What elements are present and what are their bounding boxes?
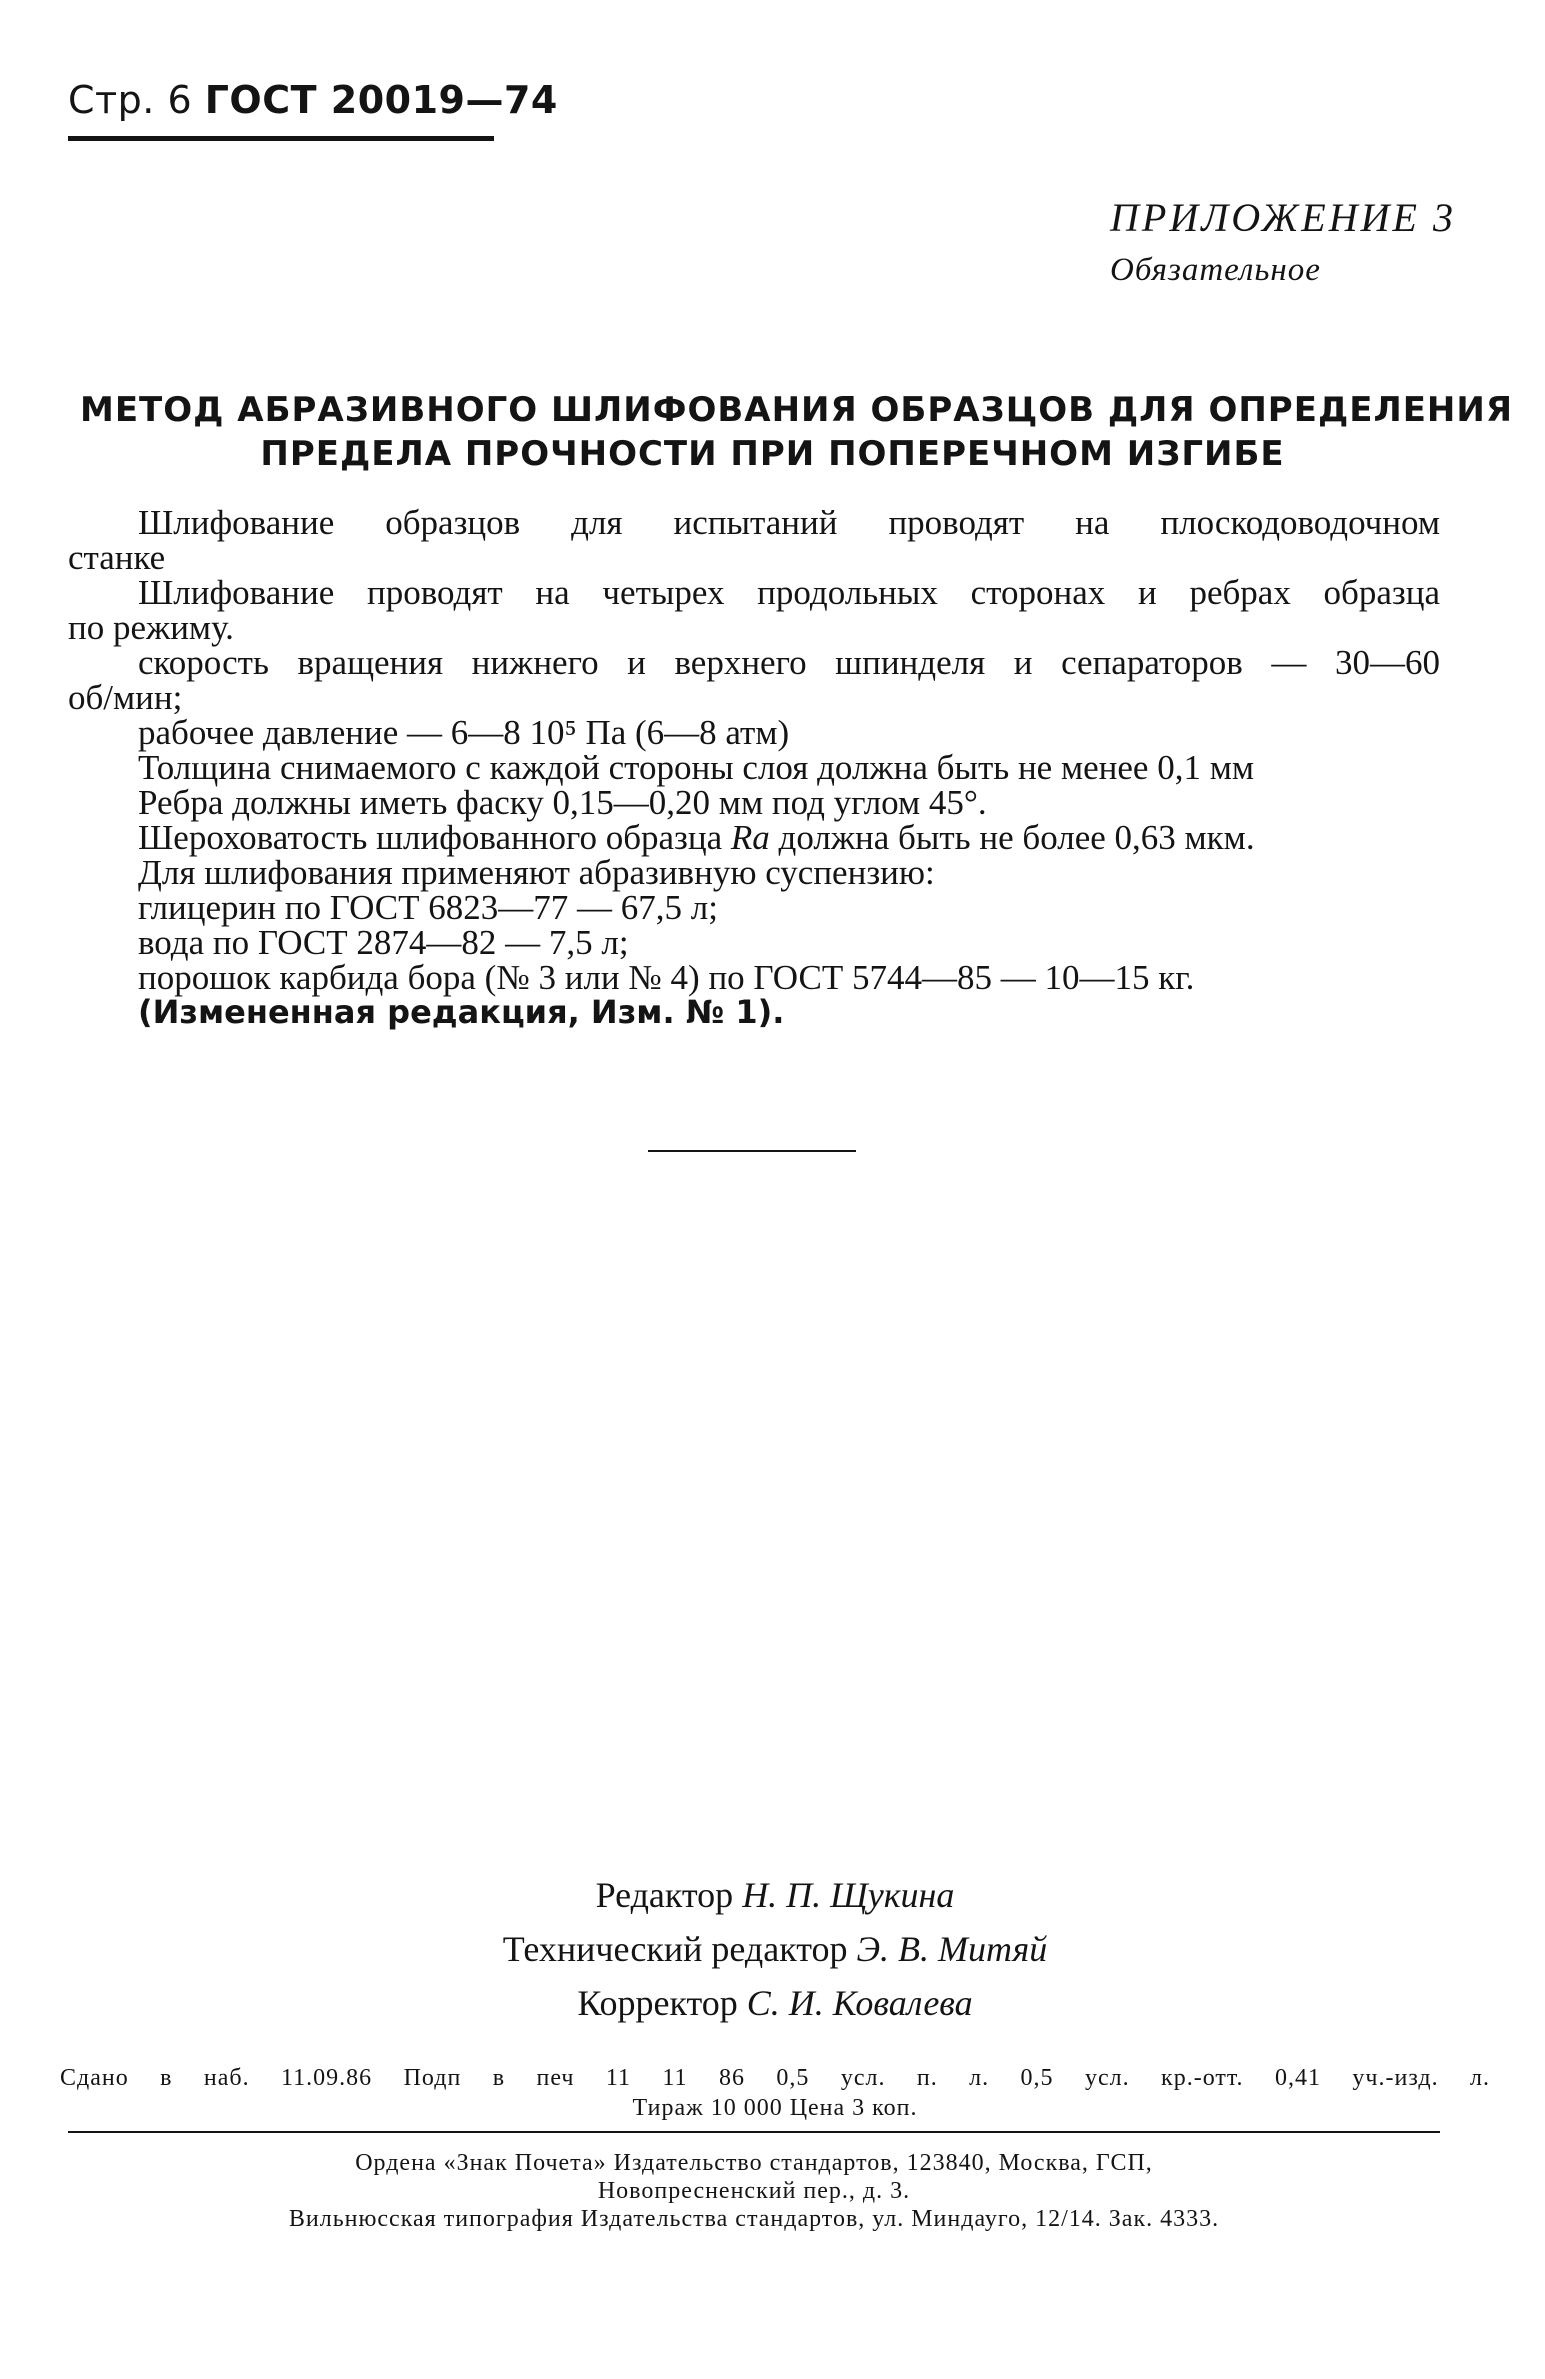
paragraph-tail: станке xyxy=(68,538,166,577)
appendix-label: ПРИЛОЖЕНИЕ 3 xyxy=(1110,195,1456,240)
header-divider xyxy=(68,136,494,141)
paragraph: порошок карбида бора (№ 3 или № 4) по ГОСТ 5744—85 — 10—15 кг. xyxy=(138,958,1195,997)
paragraph: Шлифование проводят на четырех продольных сторонах и ребрах образца xyxy=(138,573,1440,612)
section-divider xyxy=(648,1150,856,1152)
paragraph xyxy=(68,820,1440,855)
paragraph-tail: об/мин; xyxy=(68,678,183,717)
publisher-line-2: Новопресненский пер., д. 3. xyxy=(597,2178,911,2204)
corrector-name: С. И. Ковалева xyxy=(746,1983,973,2023)
publisher-line-1: Ордена «Знак Почета» Издательство стандартов, 123840, Москва, ГСП, xyxy=(355,2150,1153,2176)
running-head xyxy=(68,78,558,122)
tech-editor-role: Технический редактор xyxy=(502,1929,848,1969)
appendix-status: Обязательное xyxy=(1110,252,1321,288)
paragraph: Толщина снимаемого с каждой стороны слоя должна быть не менее 0,1 мм xyxy=(138,748,1255,787)
document-title-line-1: МЕТОД АБРАЗИВНОГО ШЛИФОВАНИЯ ОБРАЗЦОВ ДЛЯ ОПРЕДЕЛЕНИЯ xyxy=(80,390,1514,430)
roughness-symbol: Ra xyxy=(730,818,770,857)
paragraph: Для шлифования применяют абразивную суспензию: xyxy=(138,853,935,892)
tech-editor-name: Э. В. Митяй xyxy=(856,1929,1048,1969)
document-body xyxy=(68,505,1440,1030)
publisher-line-3: Вильнюсская типография Издательства стандартов, ул. Миндауго, 12/14. Зак. 4333. xyxy=(288,2206,1220,2232)
paragraph: глицерин по ГОСТ 6823—77 — 67,5 л; xyxy=(138,888,718,927)
imprint-line-2: Тираж 10 000 Цена 3 коп. xyxy=(632,2095,918,2121)
revision-note: (Измененная редакция, Изм. № 1). xyxy=(138,993,785,1031)
roughness-text-post: должна быть не более 0,63 мкм. xyxy=(769,818,1255,857)
credit-corrector xyxy=(430,1982,1120,2024)
corrector-role: Корректор xyxy=(577,1983,738,2023)
page-number: Стр. 6 xyxy=(68,78,193,122)
editor-name: Н. П. Щукина xyxy=(742,1875,955,1915)
credit-editor xyxy=(430,1874,1120,1916)
paragraph: скорость вращения нижнего и верхнего шпинделя и сепараторов — 30—60 xyxy=(138,643,1440,682)
imprint-line-1: Сдано в наб. 11.09.86 Подп в печ 11 11 86 0,5 усл. п. л. 0,5 усл. кр.-отт. 0,41 уч.-изд. л. xyxy=(60,2065,1490,2091)
document-title-line-2: ПРЕДЕЛА ПРОЧНОСТИ ПРИ ПОПЕРЕЧНОМ ИЗГИБЕ xyxy=(260,434,1285,474)
paragraph-tail: по режиму. xyxy=(68,608,234,647)
credit-tech-editor xyxy=(430,1928,1120,1970)
gost-number: ГОСТ 20019—74 xyxy=(204,78,558,122)
editor-role: Редактор xyxy=(595,1875,734,1915)
paragraph: рабочее давление — 6—8 10⁵ Па (6—8 атм) xyxy=(138,713,790,752)
paragraph: вода по ГОСТ 2874—82 — 7,5 л; xyxy=(138,923,629,962)
roughness-text-pre: Шероховатость шлифованного образца xyxy=(138,818,731,857)
paragraph: Шлифование образцов для испытаний проводят на плоскодоводочном xyxy=(138,503,1440,542)
paragraph: Ребра должны иметь фаску 0,15—0,20 мм под углом 45°. xyxy=(138,783,987,822)
footer-divider xyxy=(68,2131,1440,2133)
